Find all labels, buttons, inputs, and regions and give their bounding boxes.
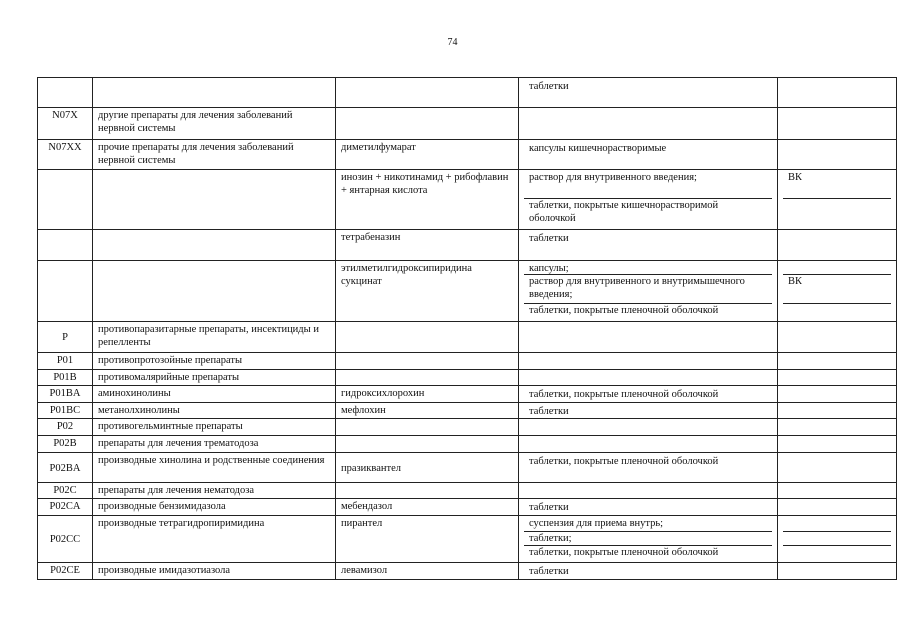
anatomical-group-cell: противопаразитарные препараты, инсектициды и репелленты: [93, 322, 336, 353]
atc-code-cell: P01B: [38, 370, 93, 386]
vk-mark: [783, 371, 891, 385]
vk-mark-cell: [778, 499, 897, 516]
drug-name-cell: мефлохин: [336, 403, 519, 419]
anatomical-group-cell: производные бензимидазола: [93, 499, 336, 516]
dosage-form-entry: таблетки, покрытые пленочной оболочкой: [529, 305, 719, 316]
table-row: [38, 170, 897, 230]
table-row: [38, 516, 897, 563]
dosage-form-entry: [524, 484, 772, 498]
table-row: [38, 403, 897, 419]
vk-mark-cell: [778, 370, 897, 386]
vk-mark: [783, 387, 891, 402]
drug-name-cell: [336, 322, 519, 353]
vk-mark-cell: [778, 261, 897, 322]
vk-mark: [783, 517, 891, 532]
anatomical-group-cell: прочие препараты для лечения заболеваний нервной системы: [93, 140, 336, 170]
drug-name-cell: [336, 108, 519, 140]
dosage-form-entry: таблетки;: [524, 532, 772, 546]
vk-mark: [783, 354, 891, 369]
vk-mark-cell: [778, 353, 897, 370]
anatomical-group-cell: препараты для лечения трематодоза: [93, 436, 336, 453]
atc-code-cell: [38, 170, 93, 230]
dosage-form-entry: таблетки: [529, 406, 569, 417]
dosage-form-cell: [519, 78, 778, 108]
vk-mark-cell: [778, 453, 897, 483]
anatomical-group-cell: [93, 261, 336, 322]
dosage-form-entry: таблетки: [529, 566, 569, 577]
vk-mark-cell: [778, 403, 897, 419]
vk-mark: [783, 484, 891, 498]
dosage-form-cell: [519, 436, 778, 453]
anatomical-group-cell: препараты для лечения нематодоза: [93, 483, 336, 499]
vk-mark: [783, 404, 891, 418]
dosage-form-entry: [524, 323, 772, 352]
dosage-form-entry: раствор для внутривенного и внутримышечного введения;: [524, 275, 772, 304]
dosage-form-cell: [519, 370, 778, 386]
anatomical-group-cell: метанолхинолины: [93, 403, 336, 419]
vk-mark-cell: [778, 483, 897, 499]
drug-list-table: [37, 77, 897, 580]
vk-mark: [783, 262, 891, 275]
vk-mark: [783, 532, 891, 546]
drug-name-cell: гидроксихлорохин: [336, 386, 519, 403]
vk-mark: ВК: [783, 171, 891, 199]
dosage-form-cell: [519, 261, 778, 322]
dosage-form-cell: [519, 499, 778, 516]
anatomical-group-cell: [93, 170, 336, 230]
drug-name-cell: [336, 78, 519, 108]
anatomical-group-cell: производные хинолина и родственные соединения: [93, 453, 336, 483]
anatomical-group-cell: противопротозойные препараты: [93, 353, 336, 370]
drug-name-cell: этилметилгидроксипиридина сукцинат: [336, 261, 519, 322]
table-row: [38, 353, 897, 370]
atc-code-cell: P02C: [38, 483, 93, 499]
dosage-form-cell: [519, 453, 778, 483]
vk-mark-cell: [778, 78, 897, 108]
vk-mark: [783, 323, 891, 352]
anatomical-group-cell: производные имидазотиазола: [93, 563, 336, 580]
vk-mark-cell: [778, 140, 897, 170]
vk-mark-cell: [778, 419, 897, 436]
vk-mark: [783, 231, 891, 260]
table-row: [38, 563, 897, 580]
dosage-form-entry: таблетки, покрытые пленочной оболочкой: [529, 547, 719, 558]
drug-name-cell: инозин + никотинамид + рибофлавин + янтарная кислота: [336, 170, 519, 230]
anatomical-group-cell: [93, 78, 336, 108]
table-row: [38, 78, 897, 108]
table-row: [38, 386, 897, 403]
vk-mark-cell: [778, 516, 897, 563]
drug-name-cell: диметилфумарат: [336, 140, 519, 170]
dosage-form-cell: [519, 403, 778, 419]
vk-mark: [783, 109, 891, 139]
dosage-form-entry: суспензия для приема внутрь;: [524, 517, 772, 532]
anatomical-group-cell: [93, 230, 336, 261]
anatomical-group-cell: противомалярийные препараты: [93, 370, 336, 386]
vk-mark: [783, 420, 891, 435]
vk-mark: [783, 437, 891, 452]
atc-code-cell: P02: [38, 419, 93, 436]
drug-name-cell: тетрабеназин: [336, 230, 519, 261]
table-row: [38, 453, 897, 483]
vk-mark: [783, 546, 891, 561]
anatomical-group-cell: другие препараты для лечения заболеваний нервной системы: [93, 108, 336, 140]
vk-mark-cell: [778, 108, 897, 140]
atc-code-cell: P02CE: [38, 563, 93, 580]
dosage-form-entry: [524, 437, 772, 452]
table-row: [38, 230, 897, 261]
vk-mark: [783, 79, 891, 107]
vk-mark-cell: [778, 563, 897, 580]
table-row: [38, 140, 897, 170]
anatomical-group-cell: производные тетрагидропиримидина: [93, 516, 336, 563]
dosage-form-entry: таблетки, покрытые кишечнорастворимой оболочкой: [529, 200, 719, 224]
vk-mark-cell: [778, 322, 897, 353]
vk-mark-cell: [778, 386, 897, 403]
dosage-form-cell: [519, 516, 778, 563]
atc-code-cell: N07XX: [38, 140, 93, 170]
vk-mark: [783, 141, 891, 169]
atc-code-cell: P01: [38, 353, 93, 370]
anatomical-group-cell: аминохинолины: [93, 386, 336, 403]
atc-code-cell: P02CA: [38, 499, 93, 516]
vk-mark-cell: [778, 230, 897, 261]
atc-code-cell: P02CC: [38, 516, 93, 563]
drug-name-cell: [336, 436, 519, 453]
table-row: [38, 108, 897, 140]
dosage-form-cell: [519, 170, 778, 230]
vk-mark: [783, 500, 891, 515]
atc-code-cell: P02B: [38, 436, 93, 453]
drug-name-cell: [336, 370, 519, 386]
drug-name-cell: мебендазол: [336, 499, 519, 516]
atc-code-cell: N07X: [38, 108, 93, 140]
dosage-form-entry: таблетки, покрытые пленочной оболочкой: [529, 456, 719, 467]
vk-mark-cell: [778, 436, 897, 453]
vk-mark: ВК: [783, 275, 891, 304]
dosage-form-cell: [519, 140, 778, 170]
vk-mark-cell: [778, 170, 897, 230]
drug-name-cell: левамизол: [336, 563, 519, 580]
dosage-form-entry: капсулы кишечнорастворимые: [529, 143, 667, 154]
dosage-form-entry: капсулы;: [524, 262, 772, 275]
dosage-form-entry: таблетки: [529, 233, 569, 244]
table-row: [38, 419, 897, 436]
table-row: [38, 499, 897, 516]
table-row: [38, 322, 897, 353]
table-row: [38, 436, 897, 453]
atc-code-cell: P: [38, 322, 93, 353]
dosage-form-entry: таблетки: [529, 502, 569, 513]
dosage-form-entry: таблетки, покрытые пленочной оболочкой: [529, 389, 719, 400]
dosage-form-cell: [519, 108, 778, 140]
page-number: 74: [447, 37, 458, 48]
atc-code-cell: [38, 230, 93, 261]
atc-code-cell: P02BA: [38, 453, 93, 483]
drug-list-body: [38, 78, 897, 580]
anatomical-group-cell: противогельминтные препараты: [93, 419, 336, 436]
dosage-form-entry: [524, 354, 772, 369]
vk-mark: [783, 564, 891, 579]
dosage-form-entry: раствор для внутривенного введения;: [524, 171, 772, 199]
atc-code-cell: [38, 78, 93, 108]
table-row: [38, 261, 897, 322]
atc-code-cell: P01BC: [38, 403, 93, 419]
dosage-form-cell: [519, 386, 778, 403]
dosage-form-cell: [519, 563, 778, 580]
table-row: [38, 370, 897, 386]
atc-code-cell: [38, 261, 93, 322]
table-row: [38, 483, 897, 499]
drug-name-cell: пирантел: [336, 516, 519, 563]
dosage-form-entry: [524, 371, 772, 385]
dosage-form-cell: [519, 483, 778, 499]
vk-mark: [783, 454, 891, 482]
dosage-form-cell: [519, 353, 778, 370]
dosage-form-entry: [524, 109, 772, 139]
dosage-form-cell: [519, 230, 778, 261]
dosage-form-entry: таблетки: [529, 81, 569, 92]
drug-list-table-container: [37, 77, 897, 580]
dosage-form-entry: [524, 420, 772, 435]
atc-code-cell: P01BA: [38, 386, 93, 403]
drug-name-cell: [336, 353, 519, 370]
drug-name-cell: [336, 483, 519, 499]
vk-mark: [783, 199, 891, 229]
dosage-form-cell: [519, 419, 778, 436]
vk-mark: [783, 304, 891, 320]
dosage-form-cell: [519, 322, 778, 353]
drug-name-cell: празиквантел: [336, 453, 519, 483]
drug-name-cell: [336, 419, 519, 436]
